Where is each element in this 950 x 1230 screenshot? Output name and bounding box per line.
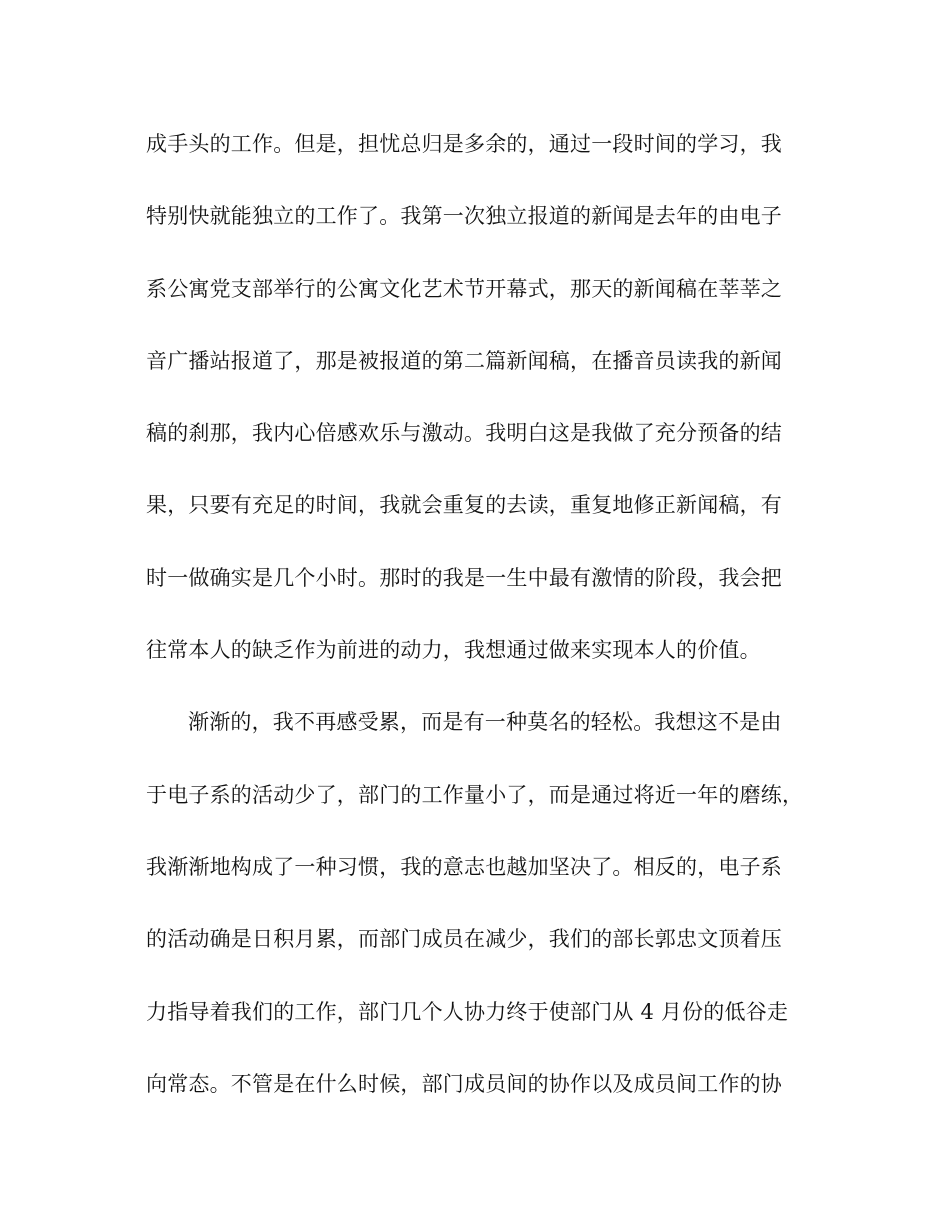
- text-line-5: 稿的刹那，我内心倍感欢乐与激动。我明白这是我做了充分预备的结: [146, 421, 782, 446]
- text-line-4: 音广播站报道了，那是被报道的第二篇新闻稿，在播音员读我的新闻: [146, 348, 782, 373]
- text-line-1: 成手头的工作。但是，担忧总归是多余的，通过一段时间的学习，我: [146, 132, 782, 156]
- text-line-6: 果，只要有充足的时间，我就会重复的去读，重复地修正新闻稿，有: [146, 493, 782, 518]
- text-line-13: 力指导着我们的工作，部门几个人协力终于使部门从 4 月份的低谷走: [146, 999, 789, 1024]
- text-line-2: 特别快就能独立的工作了。我第一次独立报道的新闻是去年的由电子: [146, 204, 782, 229]
- text-line-14: 向常态。不管是在什么时候，部门成员间的协作以及成员间工作的协: [146, 1071, 782, 1096]
- text-line-11: 我渐渐地构成了一种习惯，我的意志也越加坚决了。相反的，电子系: [146, 854, 782, 879]
- paragraph-start-line: 渐渐的，我不再感受累，而是有一种莫名的轻松。我想这不是由: [188, 710, 782, 735]
- text-line-7: 时一做确实是几个小时。那时的我是一生中最有激情的阶段，我会把: [146, 565, 782, 590]
- text-line-8: 往常本人的缺乏作为前进的动力，我想通过做来实现本人的价值。: [146, 638, 761, 663]
- text-line-10: 于电子系的活动少了，部门的工作量小了，而是通过将近一年的磨练，: [146, 782, 804, 807]
- text-line-3: 系公寓党支部举行的公寓文化艺术节开幕式，那天的新闻稿在莘莘之: [146, 276, 782, 301]
- body-text: [146, 118, 806, 1130]
- text-line-12: 的活动确是日积月累，而部门成员在减少，我们的部长郭忠文顶着压: [146, 927, 782, 952]
